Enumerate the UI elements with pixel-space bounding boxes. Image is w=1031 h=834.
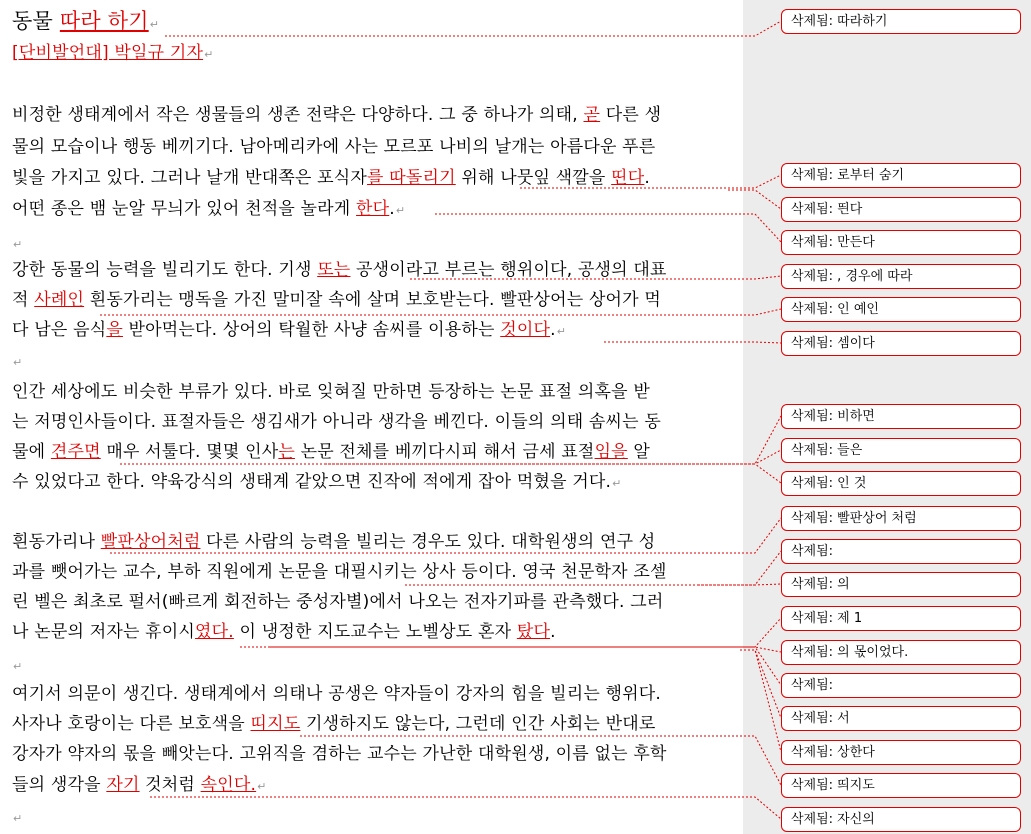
paragraph-mark-icon: ↵ [13,238,23,251]
comment-balloon[interactable]: 삭제됨: 의 몫이었다. [781,640,1021,665]
text-line [12,42,214,66]
body-text: 다른 생 [600,105,662,125]
body-text: 는 저명인사들이다. 표절자들은 생김새가 아니라 생각을 베낀다. 이들의 의태 솜씨는 동 [12,412,662,432]
revision-text: 는 [278,442,295,462]
comment-balloon[interactable]: 삭제됨: 띄지도 [781,773,1021,798]
revision-text: 을 [106,320,123,340]
text-line [12,136,655,158]
revision-text: 띠지도 [250,714,301,734]
revision-text: 띤다 [611,168,645,188]
revision-text: [단비발언대] 박일규 기자 [12,43,204,63]
text-line [12,411,661,433]
revision-text: 한다 [356,199,390,219]
revision-text: 곧 [583,105,601,125]
revision-text: 임을 [594,442,628,462]
revision-text: 빨판상어처럼 [100,532,201,552]
body-text: 알 [627,442,651,462]
text-line [12,104,661,126]
comment-balloon[interactable]: 삭제됨: 띈다 [781,197,1021,222]
comment-balloon[interactable]: 삭제됨: 상한다 [781,740,1021,765]
body-text: 들의 생각을 [12,775,107,795]
body-text: 린 벨은 최초로 펄서(빠르게 회전하는 중성자별)에서 나오는 전자기파를 관측했다. 그러 [12,592,664,612]
text-line [12,654,22,678]
body-text: 여기서 의문이 생긴다. 생태계에서 의태나 공생은 약자들이 강자의 힘을 빌리는 행위다. [12,684,662,704]
body-text: 수 있었다고 한다. 약육강식의 생태계 같았으면 진작에 적에게 잡아 먹혔을 거다. [12,472,612,492]
body-text: 흰동가리나 [12,532,101,552]
comment-balloon[interactable]: 삭제됨: 셈이다 [781,331,1021,356]
comment-balloon[interactable]: 삭제됨: [781,539,1021,564]
comment-balloon[interactable]: 삭제됨: 제 1 [781,606,1021,631]
comment-balloon[interactable]: 삭제됨: , 경우에 따라 [781,264,1021,289]
text-line [12,561,667,583]
text-line [12,381,650,403]
body-text: 강한 동물의 능력을 빌리기도 한다. 기생 [12,260,318,280]
body-text: 위해 나뭇잎 색깔을 [455,168,612,188]
comment-balloon[interactable]: 삭제됨: 들은 [781,438,1021,463]
paragraph-mark-icon: ↵ [204,48,214,61]
text-line [12,441,650,463]
paragraph-mark-icon: ↵ [395,204,406,217]
text-line [12,621,556,643]
body-text: 받아먹는다. 상어의 탁월한 사냥 솜씨를 이용하는 [122,320,501,340]
text-line [12,289,661,311]
body-text: . [550,320,556,340]
text-line [12,683,661,705]
body-text: 기생하지도 않는다, 그런데 인간 사회는 반대로 [300,714,656,734]
body-text: 물에 [12,442,51,462]
text-line [12,806,22,830]
revision-text: 였다. [195,622,234,642]
body-text: 논문 전체를 베끼다시피 해서 금세 표절 [294,442,595,462]
body-text: 과를 뺏어가는 교수, 부하 직원에게 논문을 대필시키는 상사 등이다. 영국 천문학자 조셀 [12,562,667,582]
body-text: 다 남은 음식 [12,320,107,340]
paragraph-mark-icon: ↵ [556,325,567,338]
paragraph-mark-icon: ↵ [13,660,23,673]
paragraph-mark-icon: ↵ [612,477,622,490]
comment-balloon[interactable]: 삭제됨: 자신의 [781,807,1021,832]
body-text: 다른 사람의 능력을 빌리는 경우도 있다. 대학원생의 연구 성 [200,532,656,552]
paragraph-mark-icon: ↵ [13,812,23,825]
body-text: . [389,199,395,219]
text-line [12,471,622,495]
paragraph-mark-icon: ↵ [13,356,23,369]
body-text: 어떤 종은 뱀 눈알 무늬가 있어 천적을 놀라게 [12,199,357,219]
text-line [12,713,655,735]
comment-balloon[interactable]: 삭제됨: 빨판상어 처럼 [781,506,1021,531]
revision-text: 견주면 [50,442,101,462]
body-text: 비정한 생태계에서 작은 생물들의 생존 전략은 다양하다. 그 중 하나가 의태, [12,105,584,125]
comment-balloon[interactable]: 삭제됨: 만든다 [781,230,1021,255]
revision-text: 것이다 [500,320,551,340]
text-line [12,531,655,553]
body-text: 이 냉정한 지도교수는 노벨상도 혼자 [233,622,517,642]
text-line [12,232,22,256]
text-line [12,198,405,222]
body-text: 동물 [12,9,60,33]
body-text: 흰동가리는 맹독을 가진 말미잘 속에 살며 보호받는다. 빨판상어는 상어가 먹 [84,290,662,310]
text-line [12,8,159,38]
revision-text: 따라 하기 [59,9,149,33]
text-line [12,774,267,798]
revision-text: 자기 [106,775,140,795]
body-text: . [644,168,651,188]
comment-balloon[interactable]: 삭제됨: 의 [781,572,1021,597]
body-text: 나 논문의 저자는 휴이시 [12,622,196,642]
text-line [12,591,663,613]
comment-balloon[interactable]: 삭제됨: [781,673,1021,698]
body-text: 물의 모습이나 행동 베끼기다. 남아메리카에 사는 모르포 나비의 날개는 아름다운 푸른 [12,137,656,157]
body-text: . [550,622,556,642]
text-line [12,743,667,765]
comment-balloon[interactable]: 삭제됨: 인 것 [781,471,1021,496]
comment-balloon[interactable]: 삭제됨: 인 예인 [781,297,1021,322]
paragraph-mark-icon: ↵ [257,780,267,793]
revision-text: 를 따돌리기 [367,168,456,188]
text-line [12,350,22,374]
comment-balloon[interactable]: 삭제됨: 로부터 숨기 [781,163,1021,188]
text-line [12,319,566,343]
body-text: 사자나 호랑이는 다른 보호색을 [12,714,251,734]
text-line [12,167,650,189]
comment-balloon[interactable]: 삭제됨: 서 [781,706,1021,731]
body-text: 인간 세상에도 비슷한 부류가 있다. 바로 잊혀질 만하면 등장하는 논문 표절 의혹을 받 [12,382,650,402]
comment-balloon[interactable]: 삭제됨: 따라하기 [781,9,1021,34]
body-text: 적 [12,290,35,310]
text-line [12,259,667,281]
body-text: 공생이라고 부르는 행위이다, 공생의 대표 [350,260,667,280]
comment-balloon[interactable]: 삭제됨: 비하면 [781,404,1021,429]
body-text: 매우 서툴다. 몇몇 인사 [100,442,279,462]
paragraph-mark-icon: ↵ [149,18,160,31]
body-text: 것처럼 [139,775,201,795]
revision-text: 속인다. [200,775,257,795]
body-text: 빛을 가지고 있다. 그러나 날개 반대쪽은 포식자 [12,168,368,188]
revision-text: 또는 [317,260,351,280]
revision-text: 사례인 [34,290,85,310]
revision-text: 탔다 [516,622,551,642]
body-text: 강자가 약자의 몫을 빼앗는다. 고위직을 겸하는 교수는 가난한 대학원생, 이름 없는 후학 [12,744,667,764]
